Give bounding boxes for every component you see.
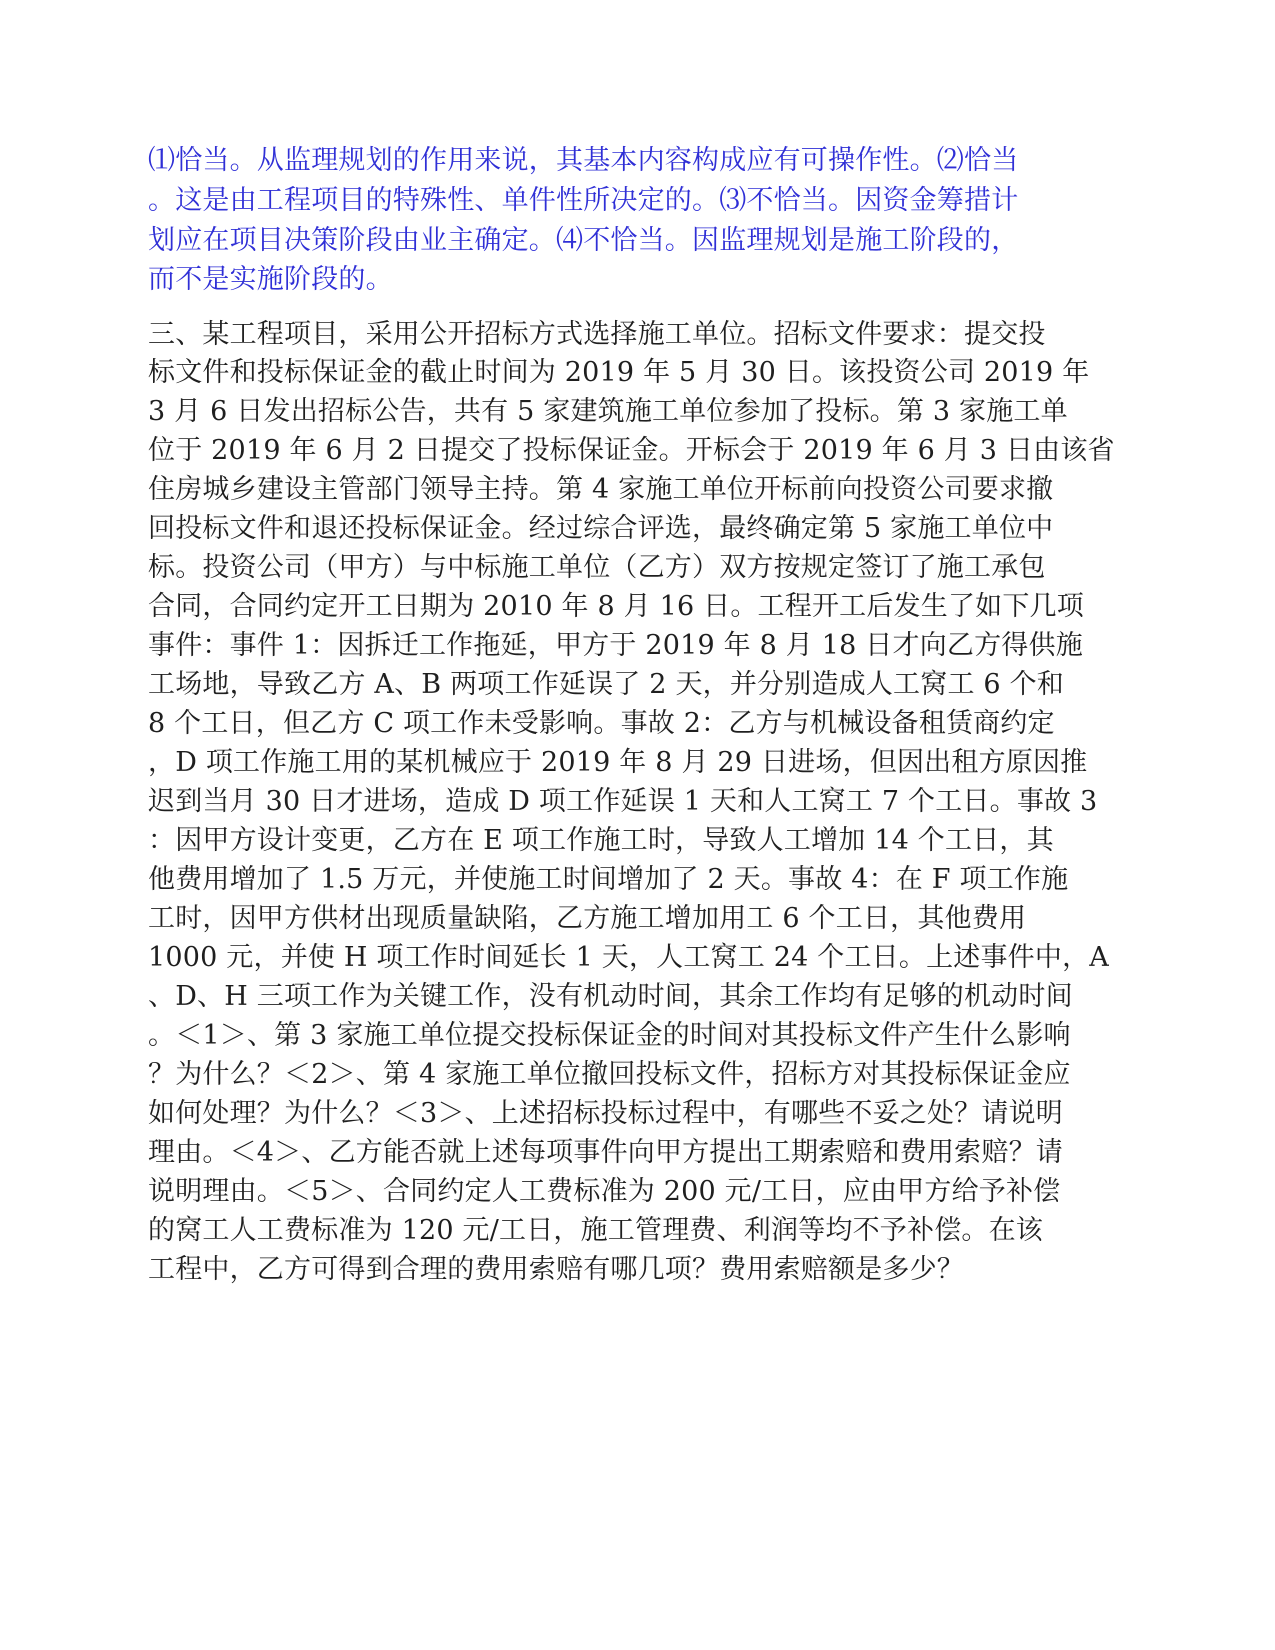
answer-line: ⑴恰当。从监理规划的作用来说，其基本内容构成应有可操作性。⑵恰当 [148, 145, 1019, 176]
question-line: 迟到当月 30 日才进场，造成 D 项工作延误 1 天和人工窝工 7 个工日。事故 3 [148, 786, 1098, 817]
question-line: 的窝工人工费标准为 120 元/工日，施工管理费、利润等均不予补偿。在该 [148, 1215, 1043, 1246]
question-line: 1000 元，并使 H 项工作时间延长 1 天，人工窝工 24 个工日。上述事件中，A [148, 942, 1109, 973]
question-line: 工场地，导致乙方 A、B 两项工作延误了 2 天，并分别造成人工窝工 6 个和 [148, 669, 1064, 700]
question-line: 8 个工日，但乙方 C 项工作未受影响。事故 2：乙方与机械设备租赁商约定 [148, 708, 1055, 739]
question-line: 3 月 6 日发出招标公告，共有 5 家建筑施工单位参加了投标。第 3 家施工单 [148, 396, 1068, 427]
question-line: 。＜1＞、第 3 家施工单位提交投标保证金的时间对其投标文件产生什么影响 [148, 1020, 1071, 1051]
question-line: 理由。＜4＞、乙方能否就上述每项事件向甲方提出工期索赔和费用索赔？请 [148, 1137, 1063, 1168]
question-line: 标文件和投标保证金的截止时间为 2019 年 5 月 30 日。该投资公司 2019 年 [148, 357, 1090, 388]
question-line: ，D 项工作施工用的某机械应于 2019 年 8 月 29 日进场，但因出租方原因推 [148, 747, 1088, 778]
question-line: 他费用增加了 1.5 万元，并使施工时间增加了 2 天。事故 4：在 F 项工作施 [148, 864, 1069, 895]
question-line: ：因甲方设计变更，乙方在 E 项工作施工时，导致人工增加 14 个工日，其 [148, 825, 1054, 856]
question-line: 合同，合同约定开工日期为 2010 年 8 月 16 日。工程开工后发生了如下几项 [148, 591, 1084, 622]
question-line: 三、某工程项目，采用公开招标方式选择施工单位。招标文件要求：提交投 [148, 319, 1046, 350]
answer-line: 而不是实施阶段的。 [148, 264, 393, 295]
question-line: 标。投资公司（甲方）与中标施工单位（乙方）双方按规定签订了施工承包 [148, 552, 1046, 583]
answer-line: 划应在项目决策阶段由业主确定。⑷不恰当。因监理规划是施工阶段的， [148, 225, 1019, 256]
answer-line: 。这是由工程项目的特殊性、单件性所决定的。⑶不恰当。因资金筹措计 [148, 185, 1019, 216]
question-line: 如何处理？为什么？＜3＞、上述招标投标过程中，有哪些不妥之处？请说明 [148, 1098, 1063, 1129]
question-line: 住房城乡建设主管部门领导主持。第 4 家施工单位开标前向投资公司要求撤 [148, 474, 1054, 505]
question-line: 事件：事件 1：因拆迁工作拖延，甲方于 2019 年 8 月 18 日才向乙方得供施 [148, 630, 1083, 661]
question-line: ？为什么？＜2＞、第 4 家施工单位撤回投标文件，招标方对其投标保证金应 [148, 1059, 1071, 1090]
question-line: 说明理由。＜5＞、合同约定人工费标准为 200 元/工日，应由甲方给予补偿 [148, 1176, 1061, 1207]
question-line: 工程中，乙方可得到合理的费用索赔有哪几项？费用索赔额是多少？ [148, 1254, 964, 1285]
question-line: 位于 2019 年 6 月 2 日提交了投标保证金。开标会于 2019 年 6 月 3 日由该省 [148, 435, 1115, 466]
question-line: 工时，因甲方供材出现质量缺陷，乙方施工增加用工 6 个工日，其他费用 [148, 903, 1027, 934]
question-line: 、D、H 三项工作为关键工作，没有机动时间，其余工作均有足够的机动时间 [148, 981, 1073, 1012]
question-line: 回投标文件和退还投标保证金。经过综合评选，最终确定第 5 家施工单位中 [148, 513, 1054, 544]
